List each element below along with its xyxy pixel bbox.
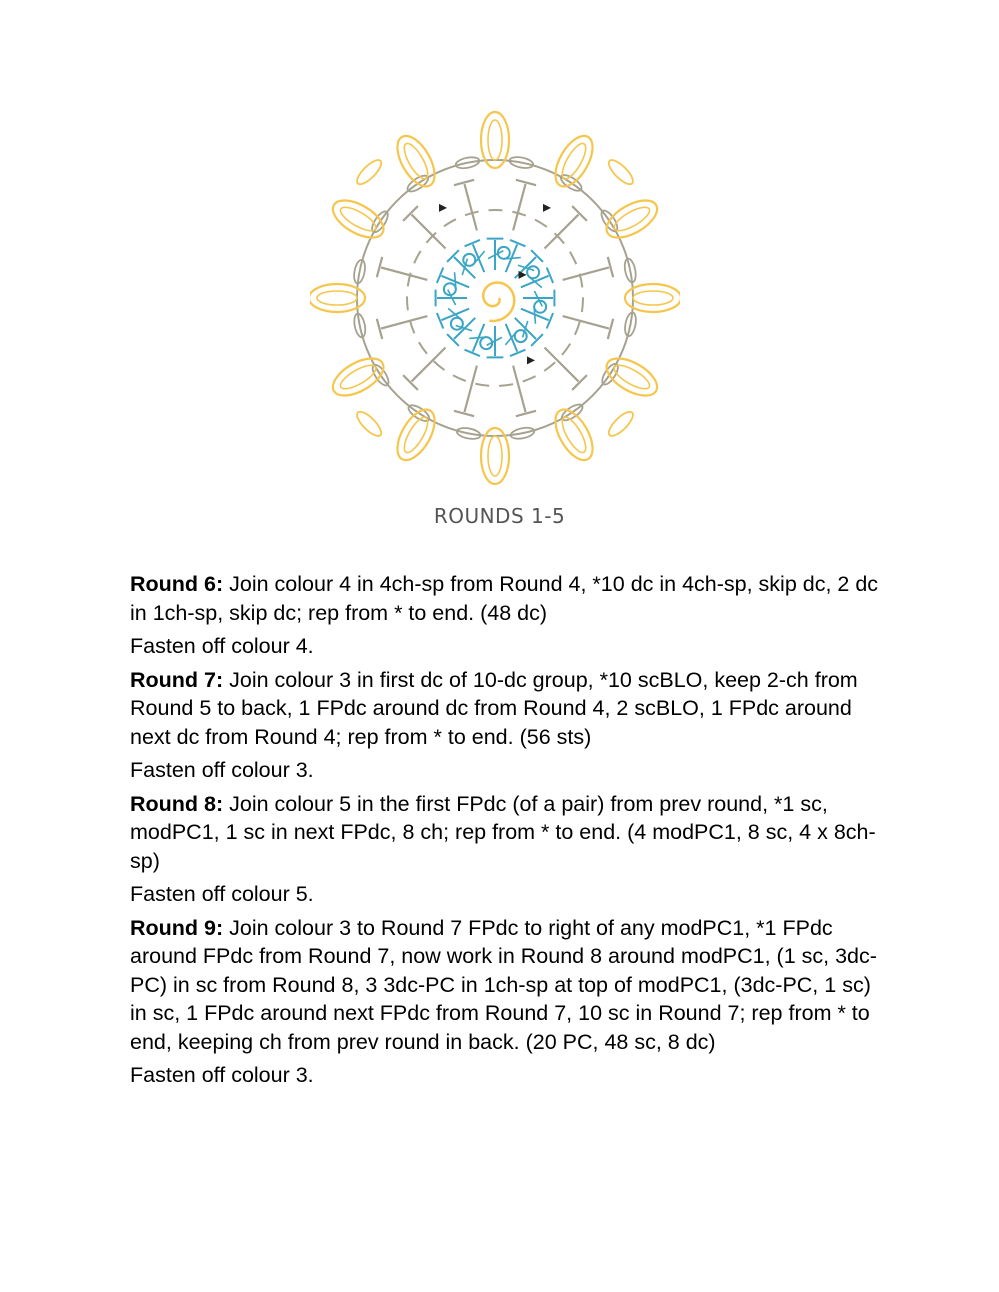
round-label: Round 8: [130, 791, 224, 816]
yellow-puff-inner [611, 203, 653, 235]
yellow-puff-petal [548, 404, 600, 466]
blue-chain-loop [451, 318, 463, 330]
instruction-text: Join colour 3 to Round 7 FPdc to right of any modPC1, *1 FPdc around FPdc from Round 7, now work in Round 8 around modPC1, (1 sc, 3dc-PC) in sc from Round 8, 3 3dc-PC in 1ch-sp at top of modPC1, (3dc-PC, 1 sc) in sc, 1 FPdc around next FPdc from Round 7, 10 sc in Round 7; rep from * to end, keeping ch from prev round in back. (20 PC, 48 sc, 8 dc) [130, 915, 877, 1054]
yellow-chain-oval [354, 157, 385, 188]
instruction-text: Join colour 4 in 4ch-sp from Round 4, *10 dc in 4ch-sp, skip dc, 2 dc in 1ch-sp, skip dc; rep from * to end. (48 dc) [130, 572, 879, 625]
blue-chain-loop [463, 254, 475, 266]
direction-marker-icon [543, 204, 551, 212]
direction-marker-icon [527, 356, 535, 364]
yellow-puff-inner [611, 361, 653, 393]
taupe-dc-stem [513, 366, 525, 412]
instruction-text: Fasten off colour 3. [130, 758, 314, 782]
pattern-instructions [130, 570, 890, 1090]
yellow-puff-inner [633, 291, 673, 305]
taupe-dc-stem [544, 347, 578, 381]
taupe-outer-ring [357, 160, 633, 436]
taupe-dc-stem [412, 215, 446, 249]
taupe-dc-stem [381, 267, 427, 279]
taupe-dc-stem [544, 215, 578, 249]
instruction-text: Fasten off colour 3. [130, 1063, 314, 1087]
magic-ring-symbol [483, 283, 514, 322]
yellow-chain-oval [354, 408, 385, 439]
round-instruction [130, 790, 890, 876]
yellow-puff-inner [400, 140, 432, 182]
yellow-puff-inner [317, 291, 357, 305]
instruction-text: Fasten off colour 4. [130, 634, 314, 658]
fasten-off-note [130, 632, 890, 661]
yellow-puff-inner [337, 203, 379, 235]
crochet-chart-diagram [310, 108, 680, 488]
fasten-off-note [130, 880, 890, 909]
crochet-chart-svg [310, 108, 680, 488]
taupe-dc-stem [412, 347, 446, 381]
yellow-puff-petal [548, 130, 600, 192]
diagram-caption: ROUNDS 1-5 [433, 504, 566, 528]
round-label: Round 7: [130, 667, 224, 692]
instruction-text: Join colour 3 in first dc of 10-dc group, *10 scBLO, keep 2-ch from Round 5 to back, 1 FPdc around dc from Round 4, 2 scBLO, 1 FPdc around next dc from Round 4; rep from * to end. (56 sts) [130, 667, 858, 749]
round-instruction [130, 666, 890, 752]
yellow-puff-inner [400, 414, 432, 456]
yellow-chain-oval [605, 157, 636, 188]
yellow-puff-petal [327, 193, 389, 245]
blue-chain-loop [527, 266, 539, 278]
direction-marker-icon [439, 204, 447, 212]
fasten-off-note [130, 1061, 890, 1090]
round-label: Round 9: [130, 915, 224, 940]
round-instruction [130, 570, 890, 627]
taupe-dc-stem [563, 316, 609, 328]
yellow-puff-inner [558, 414, 590, 456]
taupe-dc-stem [464, 184, 476, 230]
yellow-puff-petal [390, 404, 442, 466]
yellow-puff-inner [488, 120, 502, 160]
taupe-dc-stem [513, 184, 525, 230]
blue-chain-loop [515, 330, 527, 342]
taupe-dc-stem [563, 267, 609, 279]
yellow-puff-petal [327, 351, 389, 403]
yellow-puff-inner [488, 436, 502, 476]
taupe-dc-stem [381, 316, 427, 328]
yellow-chain-oval [605, 408, 636, 439]
fasten-off-note [130, 756, 890, 785]
round-label: Round 6: [130, 572, 224, 596]
yellow-puff-inner [337, 361, 379, 393]
direction-marker-icon [519, 271, 527, 279]
taupe-dc-stem [464, 366, 476, 412]
yellow-puff-petal [601, 193, 663, 245]
instruction-text: Join colour 5 in the first FPdc (of a pair) from prev round, *1 sc, modPC1, 1 sc in next FPdc, 8 ch; rep from * to end. (4 modPC1, 8 sc, 4 x 8ch-sp) [130, 791, 876, 873]
yellow-puff-inner [558, 140, 590, 182]
yellow-puff-petal [390, 130, 442, 192]
round-instruction [130, 914, 890, 1057]
instruction-text: Fasten off colour 5. [130, 882, 314, 906]
yellow-puff-petal [601, 351, 663, 403]
